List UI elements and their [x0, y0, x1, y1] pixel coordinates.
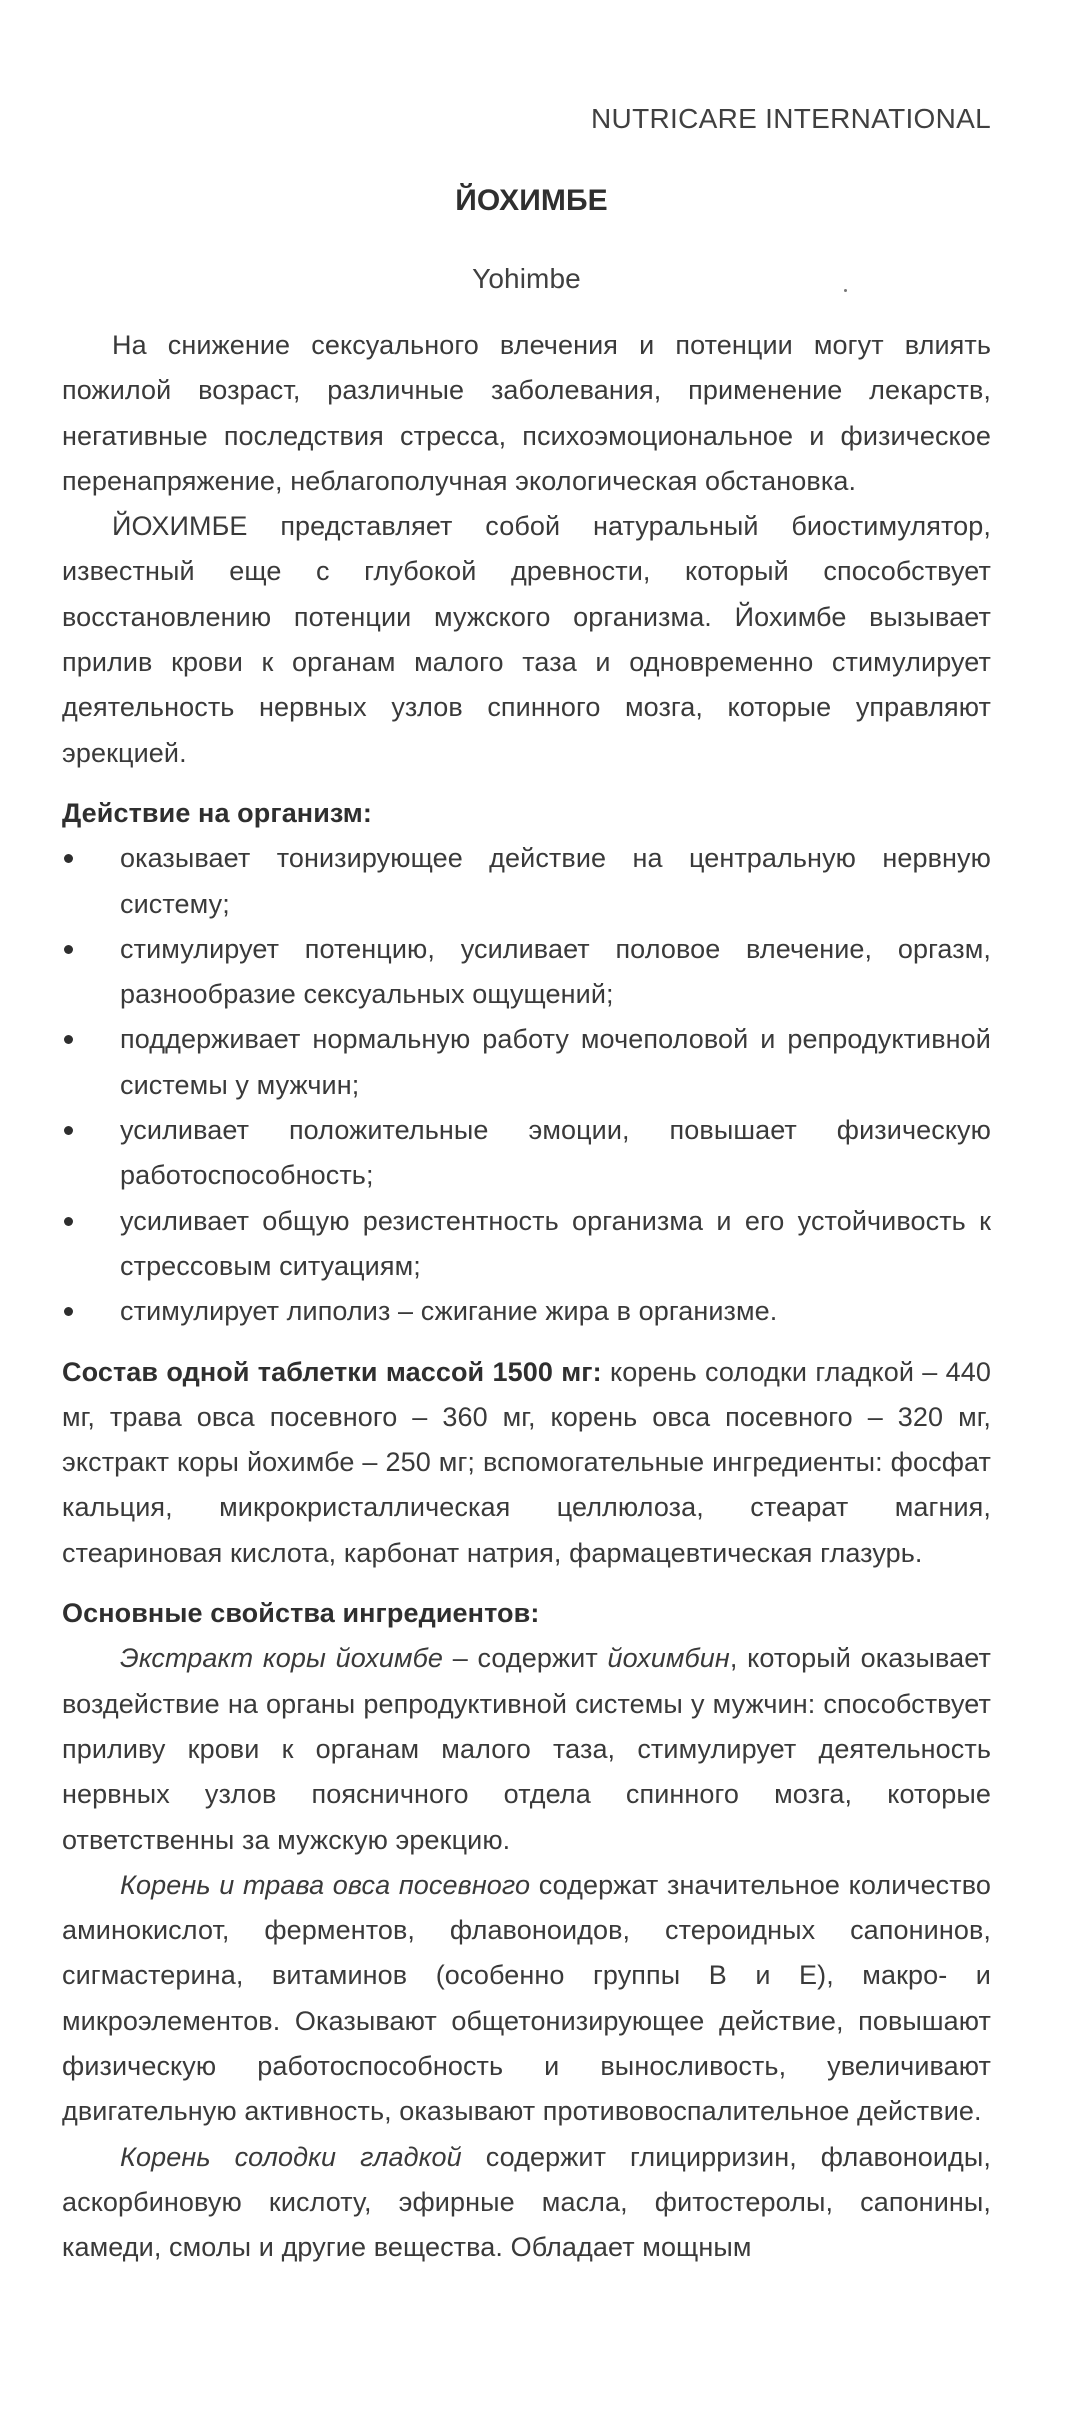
list-item — [62, 836, 991, 927]
list-item-text: усиливает общую резистентность организма и его устойчивость к стрессовым ситуациям; — [120, 1205, 991, 1281]
yohimbe-sep: – содержит — [443, 1643, 608, 1674]
oat-paragraph — [62, 1863, 991, 2135]
bullet-icon — [64, 1035, 73, 1044]
intro-paragraph-2: ЙОХИМБЕ представляет собой натуральный биостимулятор, известный еще с глубокой древности, который способствует восстановлению потенции мужского организма. Йохимбе вызывает прилив крови к органам малого таза и одновременно стимулирует деятельность нервных узлов спинного мозга, которые управляют эрекцией. — [62, 511, 991, 768]
list-item — [62, 1017, 991, 1108]
list-item-text: стимулирует липолиз – сжигание жира в организме. — [120, 1296, 778, 1327]
licorice-paragraph — [62, 2135, 991, 2271]
page-title: ЙОХИМБЕ — [455, 184, 608, 217]
company-name: NUTRICARE INTERNATIONAL — [591, 103, 991, 134]
bullet-icon — [64, 854, 73, 863]
spacer — [62, 1576, 991, 1591]
list-item — [62, 927, 991, 1018]
licorice-text: содержит глицирризин, флавоноиды, аскорбиновую кислоту, эфирные масла, фитостеролы, сапонины, камеди, смолы и другие вещества. Обладает мощным — [62, 2141, 991, 2263]
scan-speck — [844, 289, 847, 292]
yohimbe-paragraph — [62, 1636, 991, 1862]
oat-name: Корень и трава овса посевного — [120, 1869, 531, 1900]
licorice-name: Корень солодки гладкой — [120, 2141, 462, 2172]
composition-text: корень солодки гладкой – 440 мг, трава овса посевного – 360 мг, корень овса посевного – 320 мг, экстракт коры йохимбе – 250 мг; вспомогательные ингредиенты: фосфат кальция, микрокристаллическая целлюлоза, стеарат магния, стеариновая кислота, карбонат натрия, фармацевтическая глазурь. — [62, 1356, 991, 1568]
bullet-icon — [64, 945, 73, 954]
bullet-icon — [64, 1307, 73, 1316]
spacer — [62, 776, 991, 791]
list-item — [62, 1289, 991, 1334]
action-heading: Действие на организм: — [62, 797, 372, 828]
list-item-text: оказывает тонизирующее действие на центральную нервную систему; — [120, 843, 991, 919]
page-subtitle: Yohimbe — [472, 263, 581, 294]
list-item — [62, 1199, 991, 1290]
list-item-text: поддерживает нормальную работу мочеполовой и репродуктивной системы у мужчин; — [120, 1024, 991, 1100]
action-list — [62, 836, 991, 1334]
composition-paragraph — [62, 1350, 991, 1576]
yohimbe-name: Экстракт коры йохимбе — [120, 1643, 444, 1674]
oat-text: содержат значительное количество аминокислот, ферментов, флавоноидов, стероидных сапонинов, сигмастерина, витаминов (особенно группы В и Е), макро- и микроэлементов. Оказывают общетонизирующее действие, повышают физическую работоспособность и выносливость, увеличивают двигательную активность, оказывают противовоспалительное действие. — [62, 1869, 992, 2127]
yohimbine-term: йохимбин — [607, 1643, 730, 1674]
list-item-text: усиливает положительные эмоции, повышает физическую работоспособность; — [120, 1115, 991, 1191]
list-item — [62, 1108, 991, 1199]
bullet-icon — [64, 1126, 73, 1135]
composition-label: Состав одной таблетки массой 1500 мг: — [62, 1356, 602, 1387]
yohimbe-text: , который оказывает воздействие на органы репродуктивной системы у мужчин: способствует приливу крови к органам малого таза, стимулирует деятельность нервных узлов поясничного отдела спинного мозга, которые ответственны за мужскую эрекцию. — [62, 1643, 991, 1855]
spacer — [62, 1335, 991, 1350]
properties-heading: Основные свойства ингредиентов: — [62, 1598, 540, 1629]
bullet-icon — [64, 1217, 73, 1226]
list-item-text: стимулирует потенцию, усиливает половое влечение, оргазм, разнообразие сексуальных ощущений; — [120, 933, 991, 1010]
intro-paragraph-1: На снижение сексуального влечения и потенции могут влиять пожилой возраст, различные заболевания, применение лекарств, негативные последствия стресса, психоэмоциональное и физическое перенапряжение, неблагополучная экологическая обстановка. — [62, 330, 991, 496]
document-body — [62, 323, 991, 2270]
